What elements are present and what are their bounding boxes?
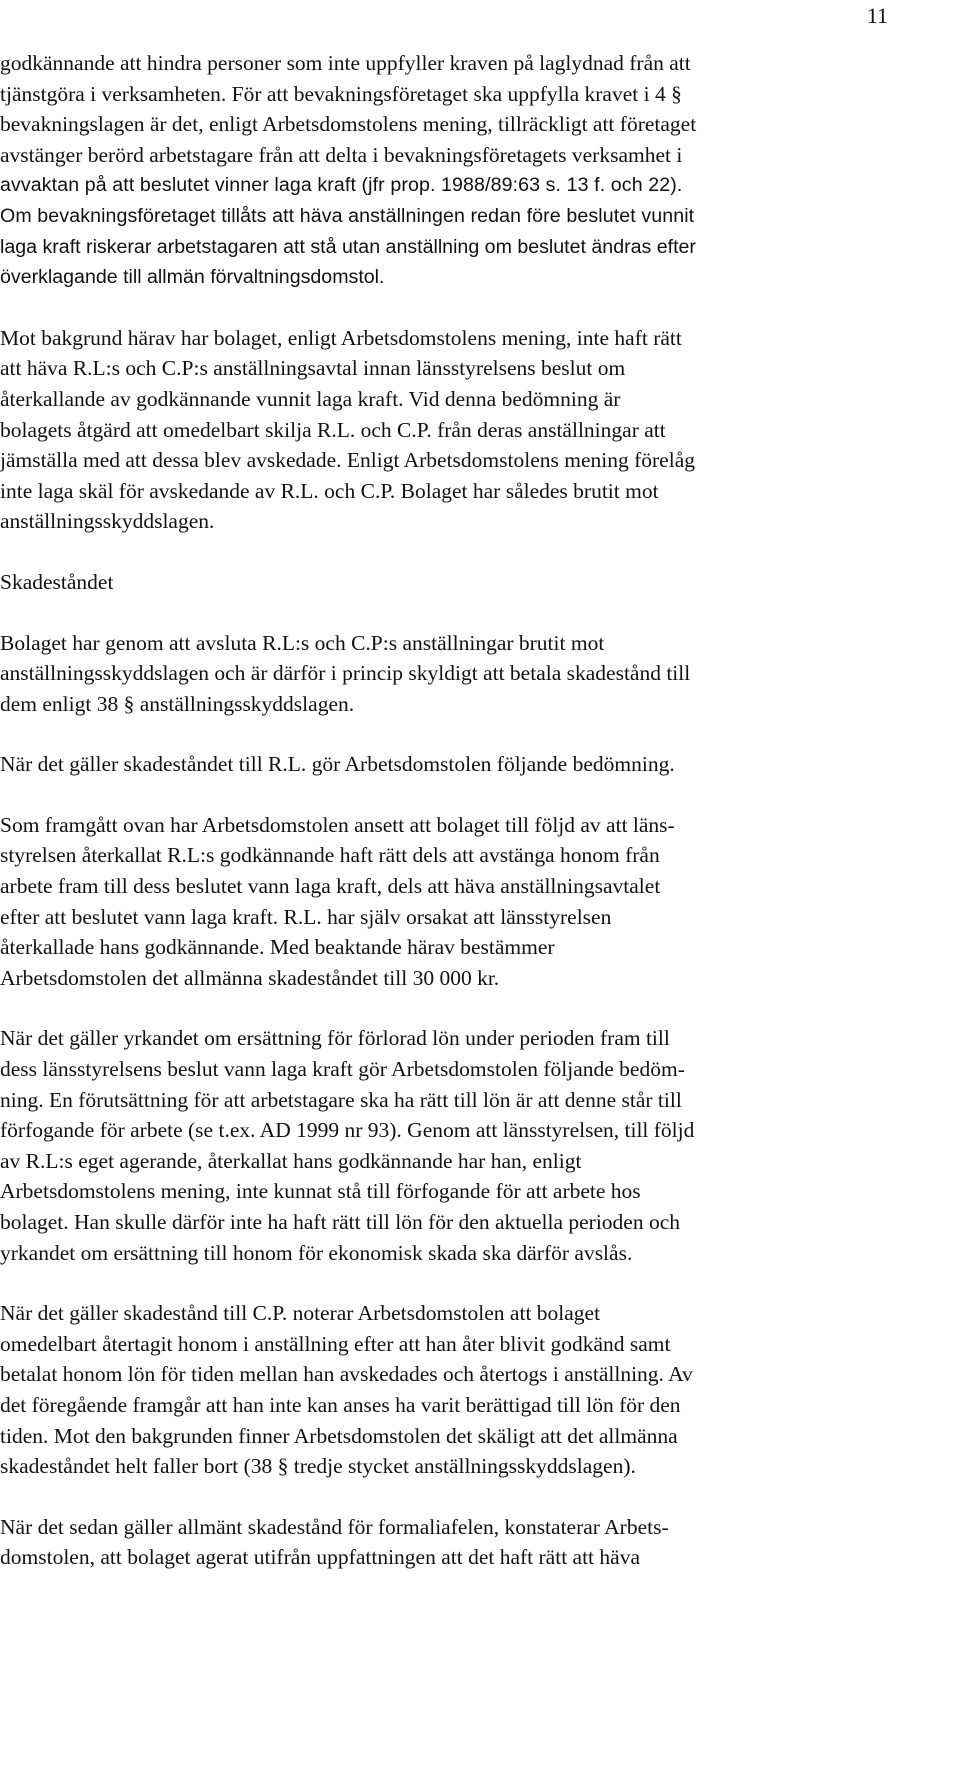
paragraph-line: arbete fram till dess beslutet vann laga kraft, dels att häva anställningsavtalet [0, 874, 661, 899]
paragraph-line: Om bevakningsföretaget tillåts att häva anställningen redan före beslutet vunnit [0, 204, 695, 227]
paragraph-line: dem enligt 38 § anställningsskyddslagen. [0, 691, 355, 716]
document-body [0, 48, 930, 1573]
paragraph-line: Arbetsdomstolens mening, inte kunnat stå till förfogande för att arbete hos [0, 1179, 641, 1204]
paragraph-line: skadeståndet helt faller bort (38 § tredje stycket anställningsskyddslagen). [0, 1454, 636, 1479]
paragraph-line: efter att beslutet vann laga kraft. R.L. har själv orsakat att länsstyrelsen [0, 904, 612, 929]
paragraph-line: Arbetsdomstolen det allmänna skadeståndet till 30 000 kr. [0, 965, 500, 990]
paragraph-line: När det gäller yrkandet om ersättning för förlorad lön under perioden fram till [0, 1026, 670, 1051]
paragraph-8 [0, 1512, 930, 1573]
paragraph-line: ning. En förutsättning för att arbetstagare ska ha rätt till lön är att denne står till [0, 1087, 682, 1112]
paragraph-line: det föregående framgår att han inte kan anses ha varit berättigad till lön för den [0, 1392, 681, 1417]
paragraph-line: styrelsen återkallat R.L:s godkännande haft rätt dels att avstänga honom från [0, 843, 660, 868]
paragraph-line: tjänstgöra i verksamheten. För att bevakningsföretaget ska uppfylla kravet i 4 § [0, 81, 682, 106]
paragraph-line: återkallande av godkännande vunnit laga kraft. Vid denna bedömning är [0, 386, 621, 411]
paragraph-line: omedelbart återtagit honom i anställning efter att han åter blivit godkänd samt [0, 1331, 671, 1356]
paragraph-line: anställningsskyddslagen. [0, 509, 215, 534]
paragraph-line: yrkandet om ersättning till honom för ekonomisk skada ska därför avslås. [0, 1240, 633, 1265]
page-number: 11 [866, 3, 888, 28]
paragraph-line: När det sedan gäller allmänt skadestånd för formaliafelen, konstaterar Arbets- [0, 1514, 669, 1539]
paragraph-2 [0, 323, 930, 537]
paragraph-line: betalat honom lön för tiden mellan han avskedades och återtogs i anställning. Av [0, 1362, 693, 1387]
paragraph-line: bolagets åtgärd att omedelbart skilja R.L. och C.P. från deras anställningar att [0, 417, 666, 442]
section-heading: Skadeståndet [0, 569, 114, 594]
paragraph-line: domstolen, att bolaget agerat utifrån uppfattningen att det haft rätt att häva [0, 1545, 640, 1570]
paragraph-line: överklagande till allmän förvaltningsdomstol. [0, 266, 385, 289]
paragraph-line: tiden. Mot den bakgrunden finner Arbetsdomstolen det skäligt att det allmänna [0, 1423, 678, 1448]
paragraph-line: jämställa med att dessa blev avskedade. Enligt Arbetsdomstolens mening förelåg [0, 448, 695, 473]
paragraph-6 [0, 1023, 930, 1268]
paragraph-line: inte laga skäl för avskedande av R.L. och C.P. Bolaget har således brutit mot [0, 478, 659, 503]
paragraph-line: Bolaget har genom att avsluta R.L:s och C.P:s anställningar brutit mot [0, 630, 605, 655]
paragraph-line: Som framgått ovan har Arbetsdomstolen ansett att bolaget till följd av att läns- [0, 812, 675, 837]
paragraph-line: av R.L:s eget agerande, återkallat hans godkännande har han, enligt [0, 1148, 582, 1173]
paragraph-line: återkallade hans godkännande. Med beaktande härav bestämmer [0, 935, 555, 960]
paragraph-4 [0, 749, 930, 780]
paragraph-3 [0, 628, 930, 720]
paragraph-line: bolaget. Han skulle därför inte ha haft rätt till lön för den aktuella perioden och [0, 1210, 681, 1234]
paragraph-7 [0, 1298, 930, 1482]
paragraph-line: anställningsskyddslagen och är därför i princip skyldigt att betala skadestånd till [0, 661, 691, 686]
paragraph-1 [0, 48, 930, 293]
paragraph-line: bevakningslagen är det, enligt Arbetsdomstolens mening, tillräckligt att företaget [0, 112, 697, 137]
paragraph-line: avstänger berörd arbetstagare från att delta i bevakningsföretagets verksamhet i [0, 142, 683, 167]
paragraph-line: När det gäller skadeståndet till R.L. gör Arbetsdomstolen följande bedömning. [0, 752, 675, 777]
paragraph-5 [0, 810, 930, 994]
paragraph-line: förfogande för arbete (se t.ex. AD 1999 nr 93). Genom att länsstyrelsen, till följd [0, 1118, 695, 1143]
paragraph-line: När det gäller skadestånd till C.P. noterar Arbetsdomstolen att bolaget [0, 1301, 601, 1326]
paragraph-line: Mot bakgrund härav har bolaget, enligt Arbetsdomstolens mening, inte haft rätt [0, 325, 682, 350]
paragraph-line: dess länsstyrelsens beslut vann laga kraft gör Arbetsdomstolen följande bedöm- [0, 1057, 685, 1082]
paragraph-line: laga kraft riskerar arbetstagaren att stå utan anställning om beslutet ändras efter [0, 235, 696, 258]
paragraph-line: godkännande att hindra personer som inte uppfyller kraven på laglydnad från att [0, 51, 691, 75]
paragraph-line: avvaktan på att beslutet vinner laga kraft (jfr prop. 1988/89:63 s. 13 f. och 22). [0, 174, 683, 197]
paragraph-line: att häva R.L:s och C.P:s anställningsavtal innan länsstyrelsens beslut om [0, 356, 626, 381]
